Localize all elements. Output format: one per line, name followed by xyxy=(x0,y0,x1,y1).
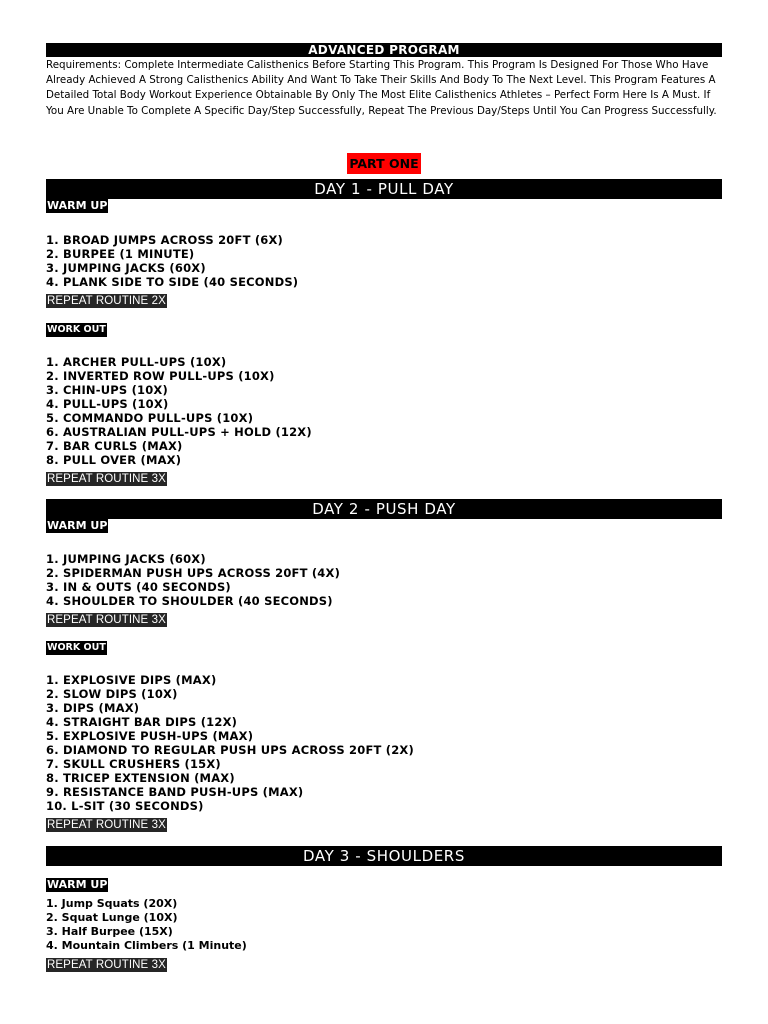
day-2-title: DAY 2 - PUSH DAY xyxy=(46,499,722,519)
list-item: 1. Jump Squats (20X) xyxy=(46,896,178,910)
list-item: 2. Squat Lunge (10X) xyxy=(46,910,178,924)
list-item: 1. JUMPING JACKS (60X) xyxy=(46,551,206,566)
list-item: 7. BAR CURLS (MAX) xyxy=(46,438,183,453)
day-1-workout-list xyxy=(46,355,722,467)
day-1-title: DAY 1 - PULL DAY xyxy=(46,179,722,199)
list-item: 1. BROAD JUMPS ACROSS 20FT (6X) xyxy=(46,232,283,247)
list-item: 4. SHOULDER TO SHOULDER (40 SECONDS) xyxy=(46,593,333,608)
day-1-warmup-list xyxy=(46,233,722,289)
list-item: 3. Half Burpee (15X) xyxy=(46,924,173,938)
day-2-warmup-list xyxy=(46,552,722,608)
day-1-warmup-label: WARM UP xyxy=(47,198,108,212)
day-1-section xyxy=(46,179,722,486)
list-item: 8. TRICEP EXTENSION (MAX) xyxy=(46,770,235,785)
day-2-warmup-label: WARM UP xyxy=(47,518,108,532)
day-3-warmup-list xyxy=(46,897,722,953)
list-item: 4. PLANK SIDE TO SIDE (40 SECONDS) xyxy=(46,274,299,289)
program-title: ADVANCED PROGRAM xyxy=(46,43,722,57)
day-3-warmup-label: WARM UP xyxy=(47,877,108,891)
document-page xyxy=(46,43,722,972)
list-item: 4. PULL-UPS (10X) xyxy=(46,396,169,411)
list-item: 2. BURPEE (1 MINUTE) xyxy=(46,246,195,261)
list-item: 9. RESISTANCE BAND PUSH-UPS (MAX) xyxy=(46,784,304,799)
list-item: 3. CHIN-UPS (10X) xyxy=(46,382,168,397)
list-item: 10. L-SIT (30 SECONDS) xyxy=(46,798,204,813)
day-2-workout-list xyxy=(46,673,722,813)
list-item: 1. EXPLOSIVE DIPS (MAX) xyxy=(46,672,217,687)
list-item: 7. SKULL CRUSHERS (15X) xyxy=(46,756,221,771)
list-item: 8. PULL OVER (MAX) xyxy=(46,452,182,467)
list-item: 2. SLOW DIPS (10X) xyxy=(46,686,178,701)
list-item: 5. EXPLOSIVE PUSH-UPS (MAX) xyxy=(46,728,254,743)
part-label: PART ONE xyxy=(347,153,420,174)
day-3-warmup-repeat: REPEAT ROUTINE 3X xyxy=(47,958,166,971)
day-1-warmup-repeat: REPEAT ROUTINE 2X xyxy=(47,294,166,307)
requirements-paragraph: Requirements: Complete Intermediate Calisthenics Before Starting This Program. This Program Is Designed For Those Who Have Already Achieved A Strong Calisthenics Ability And Want To Take Their Skills And Body To The Next Level. This Program Features A Detailed Total Body Workout Experience Obtainable By Only The Most Elite Calisthenics Athletes – Perfect Form Here Is A Must. If You Are Unable To Complete A Specific Day/Step Successfully, Repeat The Previous Day/Steps Until You Can Progress Successfully. xyxy=(46,59,717,117)
list-item: 3. DIPS (MAX) xyxy=(46,700,140,715)
list-item: 3. JUMPING JACKS (60X) xyxy=(46,260,206,275)
day-3-title: DAY 3 - SHOULDERS xyxy=(46,846,722,866)
list-item: 1. ARCHER PULL-UPS (10X) xyxy=(46,354,227,369)
day-2-section xyxy=(46,499,722,832)
list-item: 2. SPIDERMAN PUSH UPS ACROSS 20FT (4X) xyxy=(46,565,341,580)
list-item: 6. DIAMOND TO REGULAR PUSH UPS ACROSS 20FT (2X) xyxy=(46,742,414,757)
list-item: 6. AUSTRALIAN PULL-UPS + HOLD (12X) xyxy=(46,424,312,439)
day-2-warmup-repeat: REPEAT ROUTINE 3X xyxy=(47,613,166,626)
day-2-workout-label: WORK OUT xyxy=(47,641,106,653)
list-item: 2. INVERTED ROW PULL-UPS (10X) xyxy=(46,368,275,383)
list-item: 4. Mountain Climbers (1 Minute) xyxy=(46,938,247,952)
day-1-workout-repeat: REPEAT ROUTINE 3X xyxy=(47,472,166,485)
list-item: 3. IN & OUTS (40 SECONDS) xyxy=(46,579,231,594)
part-heading xyxy=(46,153,722,174)
day-1-workout-label: WORK OUT xyxy=(47,323,106,335)
day-3-section xyxy=(46,846,722,972)
day-2-workout-repeat: REPEAT ROUTINE 3X xyxy=(47,818,166,831)
list-item: 4. STRAIGHT BAR DIPS (12X) xyxy=(46,714,238,729)
list-item: 5. COMMANDO PULL-UPS (10X) xyxy=(46,410,254,425)
